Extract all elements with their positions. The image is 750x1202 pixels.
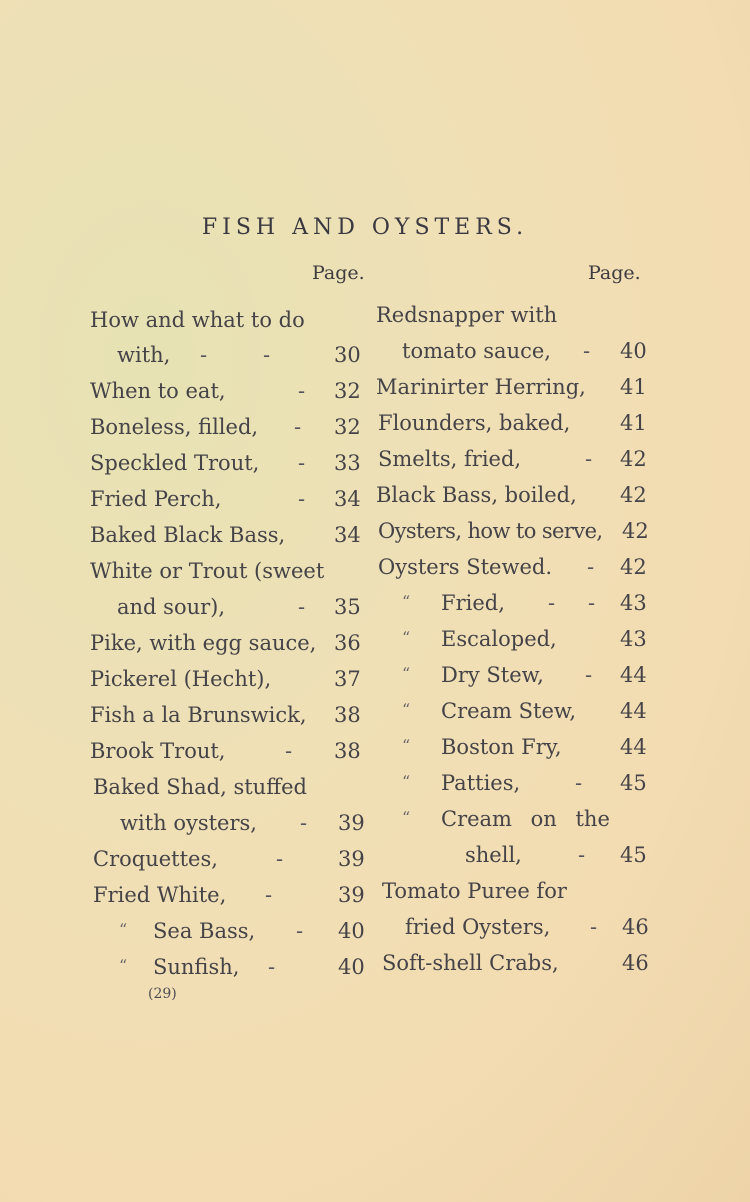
entry-text: with, <box>117 343 171 367</box>
leader-dash: - <box>587 555 595 579</box>
leader-dash: - <box>585 447 593 471</box>
page-number: 44 <box>620 699 647 723</box>
leader-dash: - <box>298 379 306 403</box>
page-column-label-right: Page. <box>588 262 641 284</box>
entry-text: Croquettes, <box>93 847 218 871</box>
page-number: 40 <box>338 919 365 943</box>
ditto-mark: “ <box>402 664 411 683</box>
page-number: 37 <box>334 667 361 691</box>
entry-text: Patties, <box>441 771 521 795</box>
leader-dash: - <box>585 663 593 687</box>
page-number: 45 <box>620 771 647 795</box>
entry-text: Oysters Stewed. <box>378 555 552 579</box>
page-number: 38 <box>334 739 361 763</box>
entry-text: shell, <box>465 843 522 867</box>
entry-text: tomato sauce, <box>402 339 551 363</box>
page-number: 38 <box>334 703 361 727</box>
page-number: 33 <box>334 451 361 475</box>
entry-text: Redsnapper with <box>376 303 558 327</box>
ditto-mark: “ <box>402 736 411 755</box>
entry-text: with oysters, <box>120 811 257 835</box>
page-number: 43 <box>620 627 647 651</box>
page-title: FISH AND OYSTERS. <box>201 215 529 240</box>
ditto-mark: “ <box>402 700 411 719</box>
page-number: 42 <box>620 447 647 471</box>
entry-text: Tomato Puree for <box>382 879 567 903</box>
entry-text: Sunfish, <box>153 955 240 979</box>
entry-text: Soft-shell Crabs, <box>382 951 559 975</box>
entry-text: Baked Shad, stuffed <box>93 775 307 799</box>
entry-text: Marinirter Herring, <box>376 375 586 399</box>
entry-text: Fish a la Brunswick, <box>90 703 307 727</box>
ditto-mark: “ <box>402 772 411 791</box>
leader-dash: - <box>263 343 271 367</box>
entry-text: Baked Black Bass, <box>90 523 286 547</box>
entry-text: Pickerel (Hecht), <box>90 667 272 691</box>
page-number: 41 <box>620 375 647 399</box>
page-folio: (29) <box>148 986 177 1002</box>
leader-dash: - <box>265 883 273 907</box>
page-number: 39 <box>338 811 365 835</box>
page-number: 39 <box>338 847 365 871</box>
entry-text: Fried White, <box>93 883 227 907</box>
page-number: 42 <box>620 483 647 507</box>
page-number: 30 <box>334 343 361 367</box>
leader-dash: - <box>298 487 306 511</box>
page-number: 46 <box>622 951 649 975</box>
entry-text: Cream on the <box>441 807 610 831</box>
ditto-mark: “ <box>119 956 128 975</box>
page-number: 32 <box>334 415 361 439</box>
entry-text: Sea Bass, <box>153 919 256 943</box>
leader-dash: - <box>588 591 596 615</box>
page-number: 42 <box>622 519 649 543</box>
page-number: 34 <box>334 523 361 547</box>
leader-dash: - <box>285 739 293 763</box>
page-number: 42 <box>620 555 647 579</box>
entry-text: Speckled Trout, <box>90 451 260 475</box>
page-number: 43 <box>620 591 647 615</box>
page-number: 34 <box>334 487 361 511</box>
page-number: 39 <box>338 883 365 907</box>
leader-dash: - <box>294 415 302 439</box>
leader-dash: - <box>583 339 591 363</box>
ditto-mark: “ <box>402 592 411 611</box>
page-number: 41 <box>620 411 647 435</box>
entry-text: Pike, with egg sauce, <box>90 631 317 655</box>
entry-text: Cream Stew, <box>441 699 577 723</box>
leader-dash: - <box>298 451 306 475</box>
entry-text: Smelts, fried, <box>378 447 522 471</box>
page-number: 40 <box>338 955 365 979</box>
entry-text: Fried, <box>441 591 505 615</box>
leader-dash: - <box>298 595 306 619</box>
leader-dash: - <box>590 915 598 939</box>
entry-text: Boneless, filled, <box>90 415 259 439</box>
entry-text: fried Oysters, <box>405 915 551 939</box>
entry-text: Brook Trout, <box>90 739 226 763</box>
ditto-mark: “ <box>119 920 128 939</box>
ditto-mark: “ <box>402 808 411 827</box>
page-column-label-left: Page. <box>312 262 365 284</box>
leader-dash: - <box>300 811 308 835</box>
entry-text: Flounders, baked, <box>378 411 571 435</box>
page-number: 46 <box>622 915 649 939</box>
leader-dash: - <box>200 343 208 367</box>
leader-dash: - <box>548 591 556 615</box>
page-number: 35 <box>334 595 361 619</box>
entry-text: Dry Stew, <box>441 663 544 687</box>
entry-text: and sour), <box>117 595 226 619</box>
entry-text: Oysters, how to serve, <box>378 519 603 543</box>
leader-dash: - <box>276 847 284 871</box>
leader-dash: - <box>578 843 586 867</box>
page-number: 44 <box>620 735 647 759</box>
entry-text: Black Bass, boiled, <box>376 483 577 507</box>
page-number: 36 <box>334 631 361 655</box>
leader-dash: - <box>296 919 304 943</box>
entry-text: Boston Fry, <box>441 735 562 759</box>
entry-text: How and what to do <box>90 308 305 332</box>
entry-text: Fried Perch, <box>90 487 222 511</box>
page-number: 40 <box>620 339 647 363</box>
entry-text: White or Trout (sweet <box>90 559 325 583</box>
ditto-mark: “ <box>402 628 411 647</box>
entry-text: When to eat, <box>90 379 226 403</box>
page-number: 44 <box>620 663 647 687</box>
leader-dash: - <box>575 771 583 795</box>
page-number: 32 <box>334 379 361 403</box>
leader-dash: - <box>268 955 276 979</box>
entry-text: Escaloped, <box>441 627 557 651</box>
page-number: 45 <box>620 843 647 867</box>
